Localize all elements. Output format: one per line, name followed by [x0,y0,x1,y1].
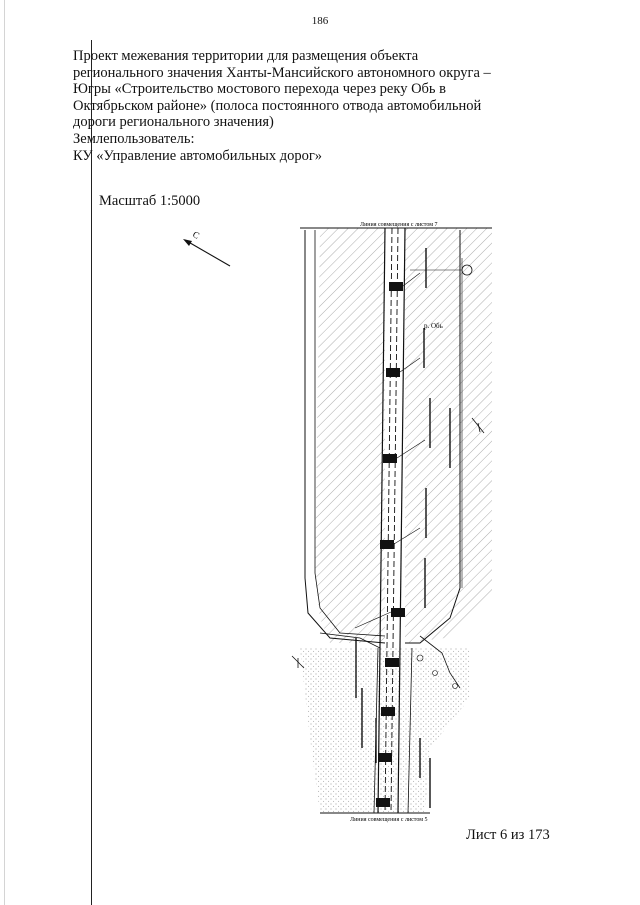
match-line-top-label: Линия совмещения с листом 7 [360,222,438,228]
sheet-number: Лист 6 из 173 [466,827,550,843]
north-arrow-icon [183,229,230,266]
title-line: Югры «Строительство мостового перехода через реку Обь в [73,81,446,98]
land-user-name: КУ «Управление автомобильных дорог» [73,147,323,164]
scale-label: Масштаб 1:5000 [99,193,201,209]
scan-edge-line [4,0,5,905]
north-label: С [191,229,202,241]
binding-margin-line [91,40,92,905]
match-line-bottom-label: Линия совмещения с листом 5 [350,817,428,823]
document-title [73,48,543,164]
land-user-label: Землепользователь: [73,130,195,147]
title-line: Проект межевания территории для размещения объекта [73,48,419,64]
river-label: р. Обь [424,322,443,330]
title-line: регионального значения Ханты-Мансийского автономного округа – [73,64,491,81]
title-line: дороги регионального значения) [73,114,274,131]
page-number: 186 [311,15,329,27]
title-line: Октябрьском районе» (полоса постоянного отвода автомобильной [73,97,482,114]
survey-map [180,218,500,823]
hatched-zone-right [405,228,492,643]
hatched-zone-left [315,228,385,643]
